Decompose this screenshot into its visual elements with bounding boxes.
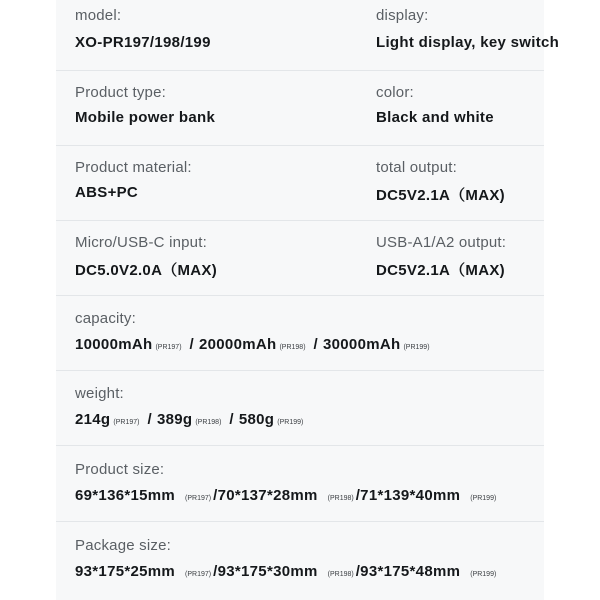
display-label: display:: [376, 7, 429, 24]
capacity-pr198: 20000mAh: [199, 336, 277, 353]
package-size-label: Package size:: [75, 537, 171, 554]
divider: [56, 220, 544, 221]
model-tag: (PR197): [185, 571, 212, 578]
package-size-pr198: /93*175*30mm: [213, 563, 318, 580]
input-label: Micro/USB-C input:: [75, 234, 207, 251]
product-type-label: Product type:: [75, 84, 166, 101]
weight-pr198: 389g: [156, 411, 193, 428]
model-label: model:: [75, 7, 122, 24]
capacity-label: capacity:: [75, 310, 136, 327]
divider: [56, 295, 544, 296]
product-size-value: [75, 487, 496, 504]
usb-output-label: USB-A1/A2 output:: [376, 234, 507, 251]
model-tag: (PR198): [195, 419, 222, 426]
model-tag: (PR197): [155, 344, 182, 351]
capacity-value: 10000mAh (PR197) / 20000mAh (PR198) / 30000mAh (PR199): [75, 336, 430, 353]
weight-label: weight:: [75, 385, 124, 402]
product-type-value: Mobile power bank: [75, 109, 216, 126]
weight-pr199: 580g: [238, 411, 275, 428]
divider: [56, 370, 544, 371]
capacity-pr199: 30000mAh: [323, 336, 401, 353]
input-value: DC5.0V2.0A（MAX): [75, 262, 218, 279]
divider: [56, 445, 544, 446]
usb-output-value: DC5V2.1A（MAX): [376, 262, 505, 279]
capacity-pr197: 10000mAh: [75, 336, 153, 353]
product-size-pr197: 69*136*15mm: [75, 487, 176, 504]
model-tag: (PR199): [403, 344, 430, 351]
weight-pr197: 214g: [75, 411, 111, 428]
package-size-pr199: /93*175*48mm: [355, 563, 461, 580]
display-value: Light display, key switch: [376, 34, 560, 51]
material-label: Product material:: [75, 159, 192, 176]
weight-value: 214g (PR197) / 389g (PR198) / 580g (PR199): [75, 411, 304, 428]
product-size-pr199: /71*139*40mm: [355, 487, 461, 504]
package-size-value: [75, 563, 496, 580]
model-tag: (PR199): [470, 495, 497, 502]
model-tag: (PR198): [327, 571, 354, 578]
model-value: XO-PR197/198/199: [75, 34, 211, 51]
product-size-label: Product size:: [75, 461, 165, 478]
total-output-label: total output:: [376, 159, 457, 176]
model-tag: (PR199): [277, 419, 304, 426]
model-tag: (PR199): [470, 571, 497, 578]
model-tag: (PR197): [185, 495, 212, 502]
package-size-pr197: 93*175*25mm: [75, 563, 176, 580]
material-value: ABS+PC: [75, 184, 139, 201]
model-tag: (PR198): [279, 344, 306, 351]
divider: [56, 521, 544, 522]
divider: [56, 145, 544, 146]
model-tag: (PR197): [113, 419, 140, 426]
model-tag: (PR198): [327, 495, 354, 502]
product-size-pr198: /70*137*28mm: [213, 487, 318, 504]
color-value: Black and white: [376, 109, 494, 126]
total-output-value: DC5V2.1A（MAX): [376, 187, 505, 204]
divider: [56, 70, 544, 71]
color-label: color:: [376, 84, 414, 101]
